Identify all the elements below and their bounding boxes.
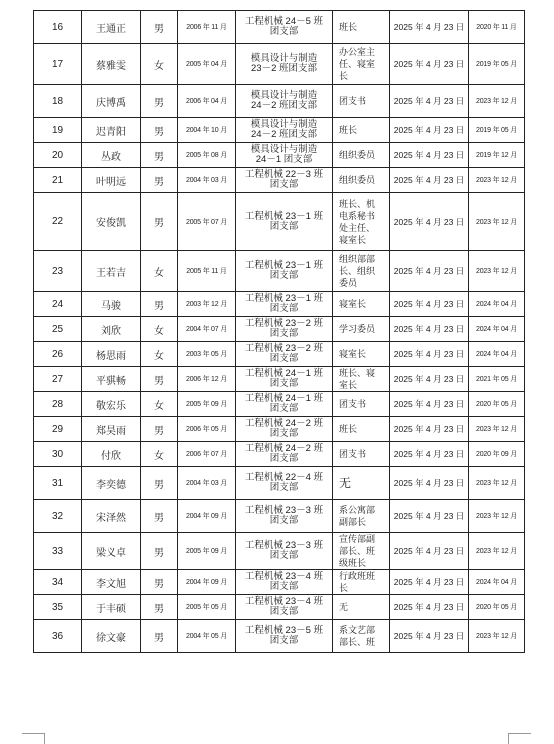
member-name: 庆博禹 <box>82 85 141 118</box>
join-date: 2020 年 11 月 <box>469 11 525 44</box>
member-gender: 男 <box>141 595 178 620</box>
org-line: 团支部 <box>269 378 299 389</box>
approval-date: 2025 年 4 月 23 日 <box>390 500 469 533</box>
row-number: 24 <box>34 292 82 317</box>
position-cell <box>333 392 390 417</box>
position-line: 系公寓部 <box>339 505 376 515</box>
org-cell <box>236 193 333 251</box>
org-line: 团支部 <box>269 635 299 646</box>
member-name: 杨思雨 <box>82 342 141 367</box>
table-row <box>34 143 525 168</box>
join-date: 2021 年 05 月 <box>469 367 525 392</box>
position-line: 寝室长 <box>339 349 367 359</box>
join-date: 2020 年 05 月 <box>469 595 525 620</box>
org-cell <box>236 11 333 44</box>
member-name: 郑昊雨 <box>82 417 141 442</box>
position-line: 级班长 <box>339 558 367 568</box>
table-row <box>34 85 525 118</box>
approval-date: 2025 年 4 月 23 日 <box>390 533 469 570</box>
table-row <box>34 367 525 392</box>
member-gender: 男 <box>141 85 178 118</box>
approval-date: 2025 年 4 月 23 日 <box>390 570 469 595</box>
position-line: 团支书 <box>339 399 367 409</box>
member-gender: 男 <box>141 500 178 533</box>
org-line: 团支部 <box>269 515 299 526</box>
row-number: 21 <box>34 168 82 193</box>
member-gender: 男 <box>141 533 178 570</box>
member-table <box>33 10 525 653</box>
join-date: 2023 年 12 月 <box>469 193 525 251</box>
org-line: 团支部 <box>269 606 299 617</box>
org-line: 工程机械 23－4 班 <box>244 571 324 582</box>
position-line: 班长、机 <box>339 198 376 209</box>
org-line: 工程机械 24－1 班 <box>244 368 324 379</box>
org-cell <box>236 417 333 442</box>
row-number: 31 <box>34 467 82 500</box>
position-cell <box>333 118 390 143</box>
org-cell <box>236 442 333 467</box>
join-date: 2020 年 05 月 <box>469 392 525 417</box>
position-line: 长、组织 <box>339 266 376 276</box>
org-cell <box>236 85 333 118</box>
org-line: 工程机械 24－2 班 <box>244 418 324 429</box>
position-line: 团支书 <box>339 96 367 106</box>
member-gender: 男 <box>141 467 178 500</box>
member-name: 王通正 <box>82 11 141 44</box>
position-line: 组织委员 <box>339 175 376 185</box>
org-cell <box>236 342 333 367</box>
org-line: 工程机械 23－1 班 <box>244 210 324 222</box>
row-number: 34 <box>34 570 82 595</box>
org-cell <box>236 168 333 193</box>
approval-date: 2025 年 4 月 23 日 <box>390 595 469 620</box>
member-gender: 男 <box>141 292 178 317</box>
position-line: 寝室长 <box>339 299 367 309</box>
join-date: 2019 年 05 月 <box>469 118 525 143</box>
member-gender: 男 <box>141 193 178 251</box>
birth-date: 2003 年 05 月 <box>178 342 236 367</box>
position-line: 组织部部 <box>339 254 376 264</box>
position-line: 寝室长 <box>339 234 367 245</box>
position-line: 室长 <box>339 380 358 390</box>
approval-date: 2025 年 4 月 23 日 <box>390 143 469 168</box>
approval-date: 2025 年 4 月 23 日 <box>390 193 469 251</box>
member-name: 李奕德 <box>82 467 141 500</box>
approval-date: 2025 年 4 月 23 日 <box>390 342 469 367</box>
table-row <box>34 251 525 292</box>
row-number: 27 <box>34 367 82 392</box>
position-cell <box>333 11 390 44</box>
join-date: 2023 年 12 月 <box>469 467 525 500</box>
member-name: 徐文豪 <box>82 620 141 653</box>
page-corner-mark-left <box>22 733 45 744</box>
org-line: 团支部 <box>269 403 299 414</box>
member-name: 叶明远 <box>82 168 141 193</box>
birth-date: 2004 年 03 月 <box>178 168 236 193</box>
position-line: 电系秘书 <box>339 210 376 221</box>
table-row <box>34 392 525 417</box>
member-gender: 男 <box>141 118 178 143</box>
join-date: 2024 年 04 月 <box>469 292 525 317</box>
member-gender: 女 <box>141 342 178 367</box>
org-line: 模具设计与制造 <box>250 144 318 155</box>
position-cell <box>333 533 390 570</box>
org-cell <box>236 44 333 85</box>
member-gender: 男 <box>141 620 178 653</box>
org-line: 工程机械 24－2 班 <box>244 443 324 454</box>
birth-date: 2005 年 05 月 <box>178 595 236 620</box>
member-name: 蔡雅雯 <box>82 44 141 85</box>
member-name: 于丰硕 <box>82 595 141 620</box>
member-gender: 女 <box>141 251 178 292</box>
table-row <box>34 570 525 595</box>
member-name: 王若吉 <box>82 251 141 292</box>
org-cell <box>236 620 333 653</box>
position-line: 任、寝室 <box>339 59 376 69</box>
table-row <box>34 533 525 570</box>
birth-date: 2004 年 03 月 <box>178 467 236 500</box>
table-body <box>34 11 525 653</box>
join-date: 2023 年 12 月 <box>469 168 525 193</box>
row-number: 35 <box>34 595 82 620</box>
org-cell <box>236 467 333 500</box>
member-gender: 男 <box>141 417 178 442</box>
row-number: 29 <box>34 417 82 442</box>
row-number: 25 <box>34 317 82 342</box>
join-date: 2023 年 12 月 <box>469 85 525 118</box>
position-cell <box>333 442 390 467</box>
position-line: 无 <box>339 602 349 612</box>
org-line: 团支部 <box>269 179 299 190</box>
org-line: 团支部 <box>269 26 299 37</box>
org-line: 工程机械 22－4 班 <box>244 472 324 483</box>
join-date: 2023 年 12 月 <box>469 500 525 533</box>
row-number: 32 <box>34 500 82 533</box>
row-number: 16 <box>34 11 82 44</box>
birth-date: 2004 年 09 月 <box>178 570 236 595</box>
member-gender: 女 <box>141 44 178 85</box>
page-corner-mark-right <box>508 733 531 744</box>
position-line: 系文艺部 <box>339 625 376 635</box>
org-cell <box>236 251 333 292</box>
org-line: 模具设计与制造 <box>250 119 318 130</box>
table-row <box>34 168 525 193</box>
position-cell <box>333 251 390 292</box>
position-line: 长 <box>339 71 349 81</box>
member-gender: 男 <box>141 367 178 392</box>
birth-date: 2004 年 05 月 <box>178 620 236 653</box>
member-gender: 女 <box>141 442 178 467</box>
table-row <box>34 292 525 317</box>
position-cell <box>333 292 390 317</box>
join-date: 2024 年 04 月 <box>469 570 525 595</box>
member-gender: 男 <box>141 143 178 168</box>
org-cell <box>236 292 333 317</box>
approval-date: 2025 年 4 月 23 日 <box>390 168 469 193</box>
join-date: 2020 年 09 月 <box>469 442 525 467</box>
position-cell <box>333 193 390 251</box>
org-line: 23－2 班团支部 <box>251 63 317 74</box>
member-name: 安俊凯 <box>82 193 141 251</box>
position-line: 班长 <box>339 125 358 135</box>
org-line: 工程机械 23－3 班 <box>244 540 324 551</box>
position-line: 长 <box>339 583 349 593</box>
member-name: 平骐畅 <box>82 367 141 392</box>
row-number: 30 <box>34 442 82 467</box>
member-name: 敬宏乐 <box>82 392 141 417</box>
position-line: 无 <box>339 476 352 490</box>
approval-date: 2025 年 4 月 23 日 <box>390 620 469 653</box>
join-date: 2023 年 12 月 <box>469 417 525 442</box>
org-line: 工程机械 22－3 班 <box>244 169 324 180</box>
join-date: 2019 年 05 月 <box>469 44 525 85</box>
table-row <box>34 595 525 620</box>
row-number: 33 <box>34 533 82 570</box>
org-line: 24－1 团支部 <box>255 154 313 165</box>
org-line: 团支部 <box>269 220 299 232</box>
approval-date: 2025 年 4 月 23 日 <box>390 292 469 317</box>
member-name: 李文旭 <box>82 570 141 595</box>
org-cell <box>236 500 333 533</box>
org-line: 工程机械 23－1 班 <box>244 293 324 304</box>
birth-date: 2006 年 04 月 <box>178 85 236 118</box>
member-name: 丛政 <box>82 143 141 168</box>
birth-date: 2005 年 08 月 <box>178 143 236 168</box>
join-date: 2023 年 12 月 <box>469 620 525 653</box>
row-number: 18 <box>34 85 82 118</box>
org-line: 团支部 <box>269 428 299 439</box>
org-line: 工程机械 23－4 班 <box>244 596 324 607</box>
approval-date: 2025 年 4 月 23 日 <box>390 85 469 118</box>
approval-date: 2025 年 4 月 23 日 <box>390 251 469 292</box>
birth-date: 2005 年 11 月 <box>178 251 236 292</box>
table-row <box>34 442 525 467</box>
table-row <box>34 417 525 442</box>
position-line: 处主任、 <box>339 222 376 233</box>
birth-date: 2005 年 09 月 <box>178 533 236 570</box>
join-date: 2023 年 12 月 <box>469 533 525 570</box>
org-line: 团支部 <box>269 353 299 364</box>
position-cell <box>333 500 390 533</box>
org-cell <box>236 533 333 570</box>
position-line: 行政班班 <box>339 571 376 581</box>
row-number: 17 <box>34 44 82 85</box>
row-number: 20 <box>34 143 82 168</box>
position-cell <box>333 367 390 392</box>
member-name: 迟青阳 <box>82 118 141 143</box>
org-line: 工程机械 23－2 班 <box>244 343 324 354</box>
org-line: 24－2 班团支部 <box>251 129 317 140</box>
table-row <box>34 118 525 143</box>
member-name: 梁义卓 <box>82 533 141 570</box>
birth-date: 2005 年 04 月 <box>178 44 236 85</box>
org-line: 团支部 <box>269 581 299 592</box>
position-line: 团支书 <box>339 449 367 459</box>
org-line: 团支部 <box>269 303 299 314</box>
org-line: 团支部 <box>269 270 299 281</box>
member-gender: 女 <box>141 317 178 342</box>
org-cell <box>236 143 333 168</box>
org-cell <box>236 118 333 143</box>
member-name: 付欣 <box>82 442 141 467</box>
row-number: 19 <box>34 118 82 143</box>
member-name: 刘欣 <box>82 317 141 342</box>
row-number: 28 <box>34 392 82 417</box>
member-name: 马骏 <box>82 292 141 317</box>
position-line: 组织委员 <box>339 150 376 160</box>
join-date: 2024 年 04 月 <box>469 317 525 342</box>
org-cell <box>236 392 333 417</box>
position-cell <box>333 570 390 595</box>
org-line: 工程机械 23－1 班 <box>244 260 324 271</box>
position-line: 学习委员 <box>339 324 376 334</box>
org-cell <box>236 595 333 620</box>
position-line: 宣传部副 <box>339 534 376 544</box>
row-number: 23 <box>34 251 82 292</box>
org-line: 工程机械 24－5 班 <box>244 16 324 27</box>
table-row <box>34 193 525 251</box>
org-line: 团支部 <box>269 550 299 561</box>
position-line: 办公室主 <box>339 47 376 57</box>
org-line: 工程机械 23－5 班 <box>244 625 324 636</box>
table-row <box>34 342 525 367</box>
table-row <box>34 44 525 85</box>
approval-date: 2025 年 4 月 23 日 <box>390 417 469 442</box>
approval-date: 2025 年 4 月 23 日 <box>390 118 469 143</box>
position-line: 班长 <box>339 424 358 434</box>
table-row <box>34 467 525 500</box>
member-name: 宋泽然 <box>82 500 141 533</box>
row-number: 22 <box>34 193 82 251</box>
birth-date: 2003 年 12 月 <box>178 292 236 317</box>
member-gender: 男 <box>141 11 178 44</box>
org-line: 工程机械 23－2 班 <box>244 318 324 329</box>
org-line: 模具设计与制造 <box>250 53 318 64</box>
join-date: 2024 年 04 月 <box>469 342 525 367</box>
position-line: 班长、寝 <box>339 368 376 378</box>
position-line: 部长、班 <box>339 637 376 647</box>
birth-date: 2006 年 07 月 <box>178 442 236 467</box>
position-cell <box>333 85 390 118</box>
member-gender: 男 <box>141 570 178 595</box>
position-cell <box>333 317 390 342</box>
position-cell <box>333 143 390 168</box>
position-line: 班长 <box>339 22 358 32</box>
position-line: 副部长 <box>339 517 367 527</box>
org-line: 模具设计与制造 <box>250 90 318 101</box>
org-line: 团支部 <box>269 482 299 493</box>
org-line: 工程机械 23－3 班 <box>244 505 324 516</box>
table-row <box>34 500 525 533</box>
position-cell <box>333 467 390 500</box>
row-number: 36 <box>34 620 82 653</box>
join-date: 2023 年 12 月 <box>469 251 525 292</box>
position-cell <box>333 342 390 367</box>
position-cell <box>333 417 390 442</box>
table-row <box>34 317 525 342</box>
birth-date: 2004 年 07 月 <box>178 317 236 342</box>
member-gender: 女 <box>141 392 178 417</box>
table-row <box>34 620 525 653</box>
birth-date: 2006 年 05 月 <box>178 417 236 442</box>
position-cell <box>333 168 390 193</box>
birth-date: 2006 年 12 月 <box>178 367 236 392</box>
org-cell <box>236 317 333 342</box>
position-cell <box>333 620 390 653</box>
approval-date: 2025 年 4 月 23 日 <box>390 11 469 44</box>
approval-date: 2025 年 4 月 23 日 <box>390 467 469 500</box>
birth-date: 2005 年 09 月 <box>178 392 236 417</box>
position-cell <box>333 595 390 620</box>
approval-date: 2025 年 4 月 23 日 <box>390 392 469 417</box>
join-date: 2019 年 12 月 <box>469 143 525 168</box>
approval-date: 2025 年 4 月 23 日 <box>390 367 469 392</box>
birth-date: 2004 年 10 月 <box>178 118 236 143</box>
org-cell <box>236 570 333 595</box>
org-line: 团支部 <box>269 328 299 339</box>
member-gender: 男 <box>141 168 178 193</box>
approval-date: 2025 年 4 月 23 日 <box>390 317 469 342</box>
birth-date: 2006 年 11 月 <box>178 11 236 44</box>
row-number: 26 <box>34 342 82 367</box>
org-cell <box>236 367 333 392</box>
approval-date: 2025 年 4 月 23 日 <box>390 44 469 85</box>
table-row <box>34 11 525 44</box>
org-line: 工程机械 24－1 班 <box>244 393 324 404</box>
birth-date: 2004 年 09 月 <box>178 500 236 533</box>
position-line: 部长、班 <box>339 546 376 556</box>
position-line: 委员 <box>339 278 358 288</box>
org-line: 团支部 <box>269 453 299 464</box>
birth-date: 2005 年 07 月 <box>178 193 236 251</box>
org-line: 24－2 班团支部 <box>251 100 317 111</box>
approval-date: 2025 年 4 月 23 日 <box>390 442 469 467</box>
position-cell <box>333 44 390 85</box>
